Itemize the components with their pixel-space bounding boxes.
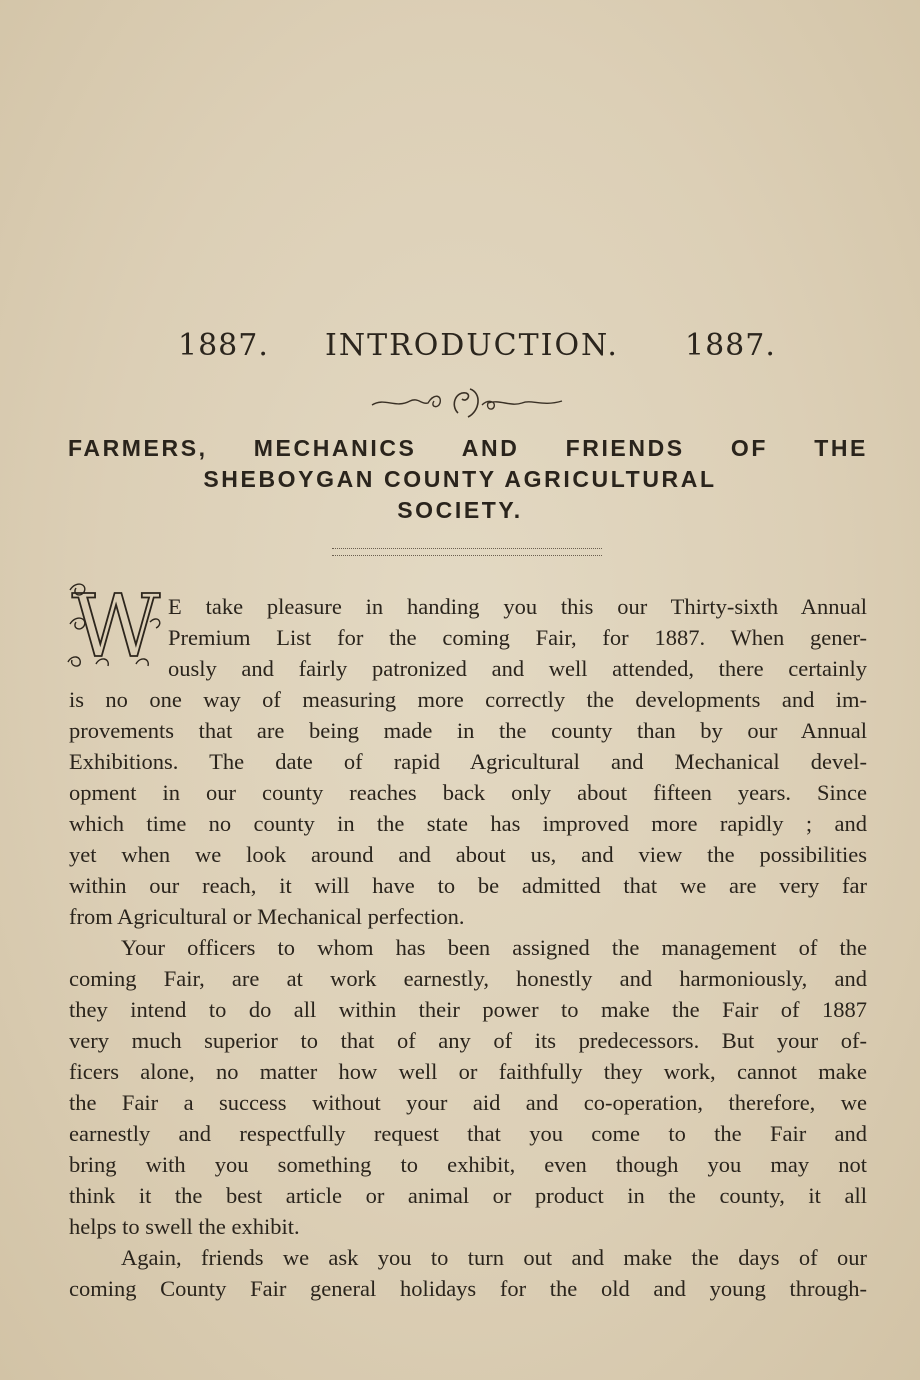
subheading-line-2: SHEBOYGAN COUNTY AGRICULTURAL: [203, 466, 717, 492]
text-line: within our reach, it will have to be admitted that we are very far: [69, 873, 867, 898]
text-line: ficers alone, no matter how well or faithfully they work, cannot make: [69, 1059, 867, 1084]
text-line: ously and fairly patronized and well attended, there certainly: [168, 656, 867, 681]
text-line: E take pleasure in handing you this our Thirty-sixth Annual: [168, 594, 867, 619]
svg-text:W: W: [71, 578, 161, 670]
year-left: 1887.: [178, 328, 269, 363]
text-line: bring with you something to exhibit, even though you may not: [69, 1152, 867, 1177]
text-line: provements that are being made in the county than by our Annual: [69, 718, 867, 743]
decorative-drop-cap-w-icon: [66, 578, 166, 670]
text-line: coming County Fair general holidays for the old and young through-: [69, 1276, 867, 1301]
ornamental-flourish-icon: [370, 383, 565, 423]
text-line: Premium List for the coming Fair, for 1887. When gener-: [168, 625, 867, 650]
text-line: coming Fair, are at work earnestly, honestly and harmoniously, and: [69, 966, 867, 991]
text-line: they intend to do all within their power to make the Fair of 1887: [69, 997, 867, 1022]
text-line: earnestly and respectfully request that you come to the Fair and: [69, 1121, 867, 1146]
text-line: opment in our county reaches back only about fifteen years. Since: [69, 780, 867, 805]
year-right: 1887.: [685, 328, 776, 363]
text-line: yet when we look around and about us, and view the possibilities: [69, 842, 867, 867]
page-heading: [0, 328, 920, 368]
text-line: think it the best article or animal or product in the county, it all: [69, 1183, 867, 1208]
text-line: Again, friends we ask you to turn out and make the days of our: [121, 1245, 867, 1270]
text-line: Exhibitions. The date of rapid Agricultural and Mechanical devel-: [69, 749, 867, 774]
introduction-title: INTRODUCTION.: [325, 328, 619, 363]
text-line: very much superior to that of any of its predecessors. But your of-: [69, 1028, 867, 1053]
text-line: the Fair a success without your aid and co-operation, therefore, we: [69, 1090, 867, 1115]
text-line: is no one way of measuring more correctly the developments and im-: [69, 687, 867, 712]
subheading-line-3: SOCIETY.: [397, 497, 523, 523]
subheading-line-1: FARMERS, MECHANICS AND FRIENDS OF THE: [68, 435, 868, 461]
text-line: Your officers to whom has been assigned the management of the: [121, 935, 867, 960]
text-line: from Agricultural or Mechanical perfection.: [69, 904, 465, 929]
text-line: helps to swell the exhibit.: [69, 1214, 300, 1239]
divider-rule: [332, 555, 602, 556]
divider-rule: [332, 548, 602, 549]
text-line: which time no county in the state has improved more rapidly ; and: [69, 811, 867, 836]
